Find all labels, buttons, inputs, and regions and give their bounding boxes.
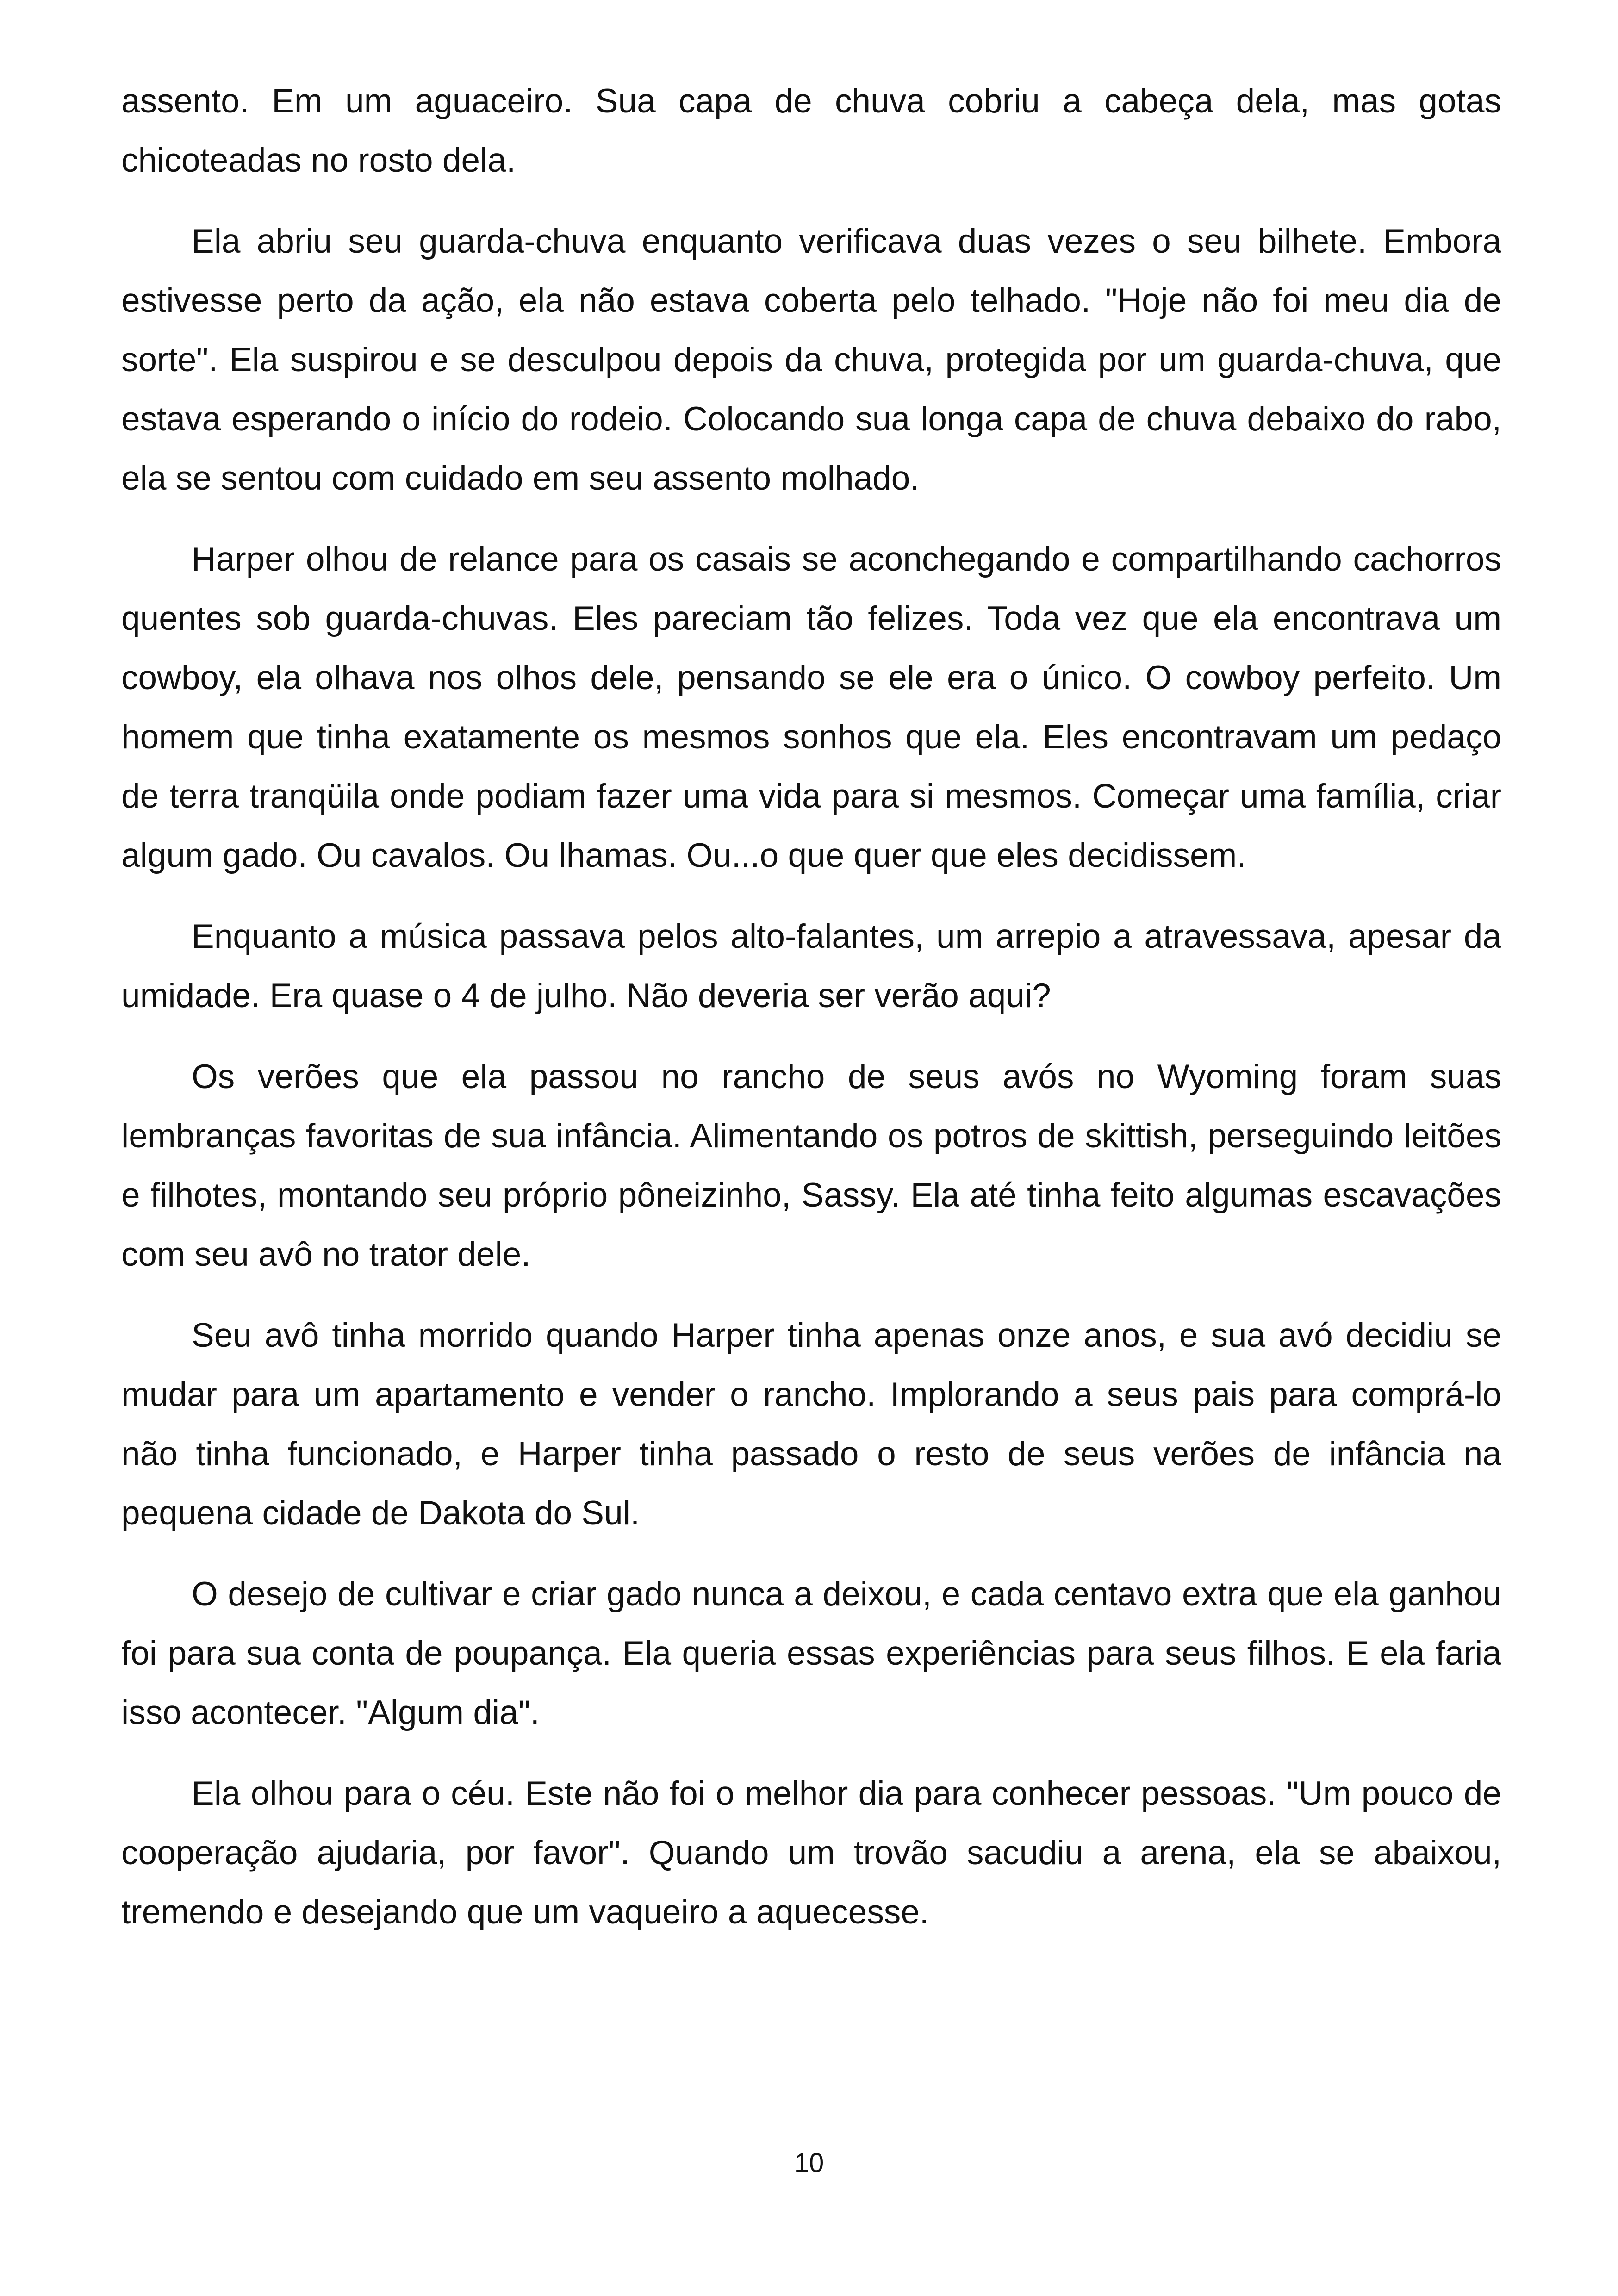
page-number: 10: [794, 2148, 824, 2178]
paragraph: Harper olhou de relance para os casais se aconchegando e compartilhando cachorros quentes sob guarda-chuvas. Eles pareciam tão felizes. Toda vez que ela encontrava um cowboy, ela olhava nos olhos dele, pensando se ele era o único. O cowboy perfeito. Um homem que tinha exatamente os mesmos sonhos que ela. Eles encontravam um pedaço de terra tranqüila onde podiam fazer uma vida para si mesmos. Começar uma família, criar algum gado. Ou cavalos. Ou lhamas. Ou...o que quer que eles decidissem.: [121, 541, 1501, 874]
body-text: [121, 72, 1501, 1964]
paragraph: O desejo de cultivar e criar gado nunca a deixou, e cada centavo extra que ela ganhou foi para sua conta de poupança. Ela queria essas experiências para seus filhos. E ela faria isso acontecer. "Algum dia".: [121, 1575, 1501, 1731]
paragraph: Ela olhou para o céu. Este não foi o melhor dia para conhecer pessoas. "Um pouco de cooperação ajudaria, por favor". Quando um trovão sacudiu a arena, ela se abaixou, tremendo e desejando que um vaqueiro a aquecesse.: [121, 1775, 1501, 1931]
paragraph-continuation: assento. Em um aguaceiro. Sua capa de chuva cobriu a cabeça dela, mas gotas chicoteadas no rosto dela.: [121, 82, 1501, 179]
paragraph: Seu avô tinha morrido quando Harper tinha apenas onze anos, e sua avó decidiu se mudar para um apartamento e vender o rancho. Implorando a seus pais para comprá-lo não tinha funcionado, e Harper tinha passado o resto de seus verões de infância na pequena cidade de Dakota do Sul.: [121, 1317, 1501, 1532]
paragraph: Ela abriu seu guarda-chuva enquanto verificava duas vezes o seu bilhete. Embora estivesse perto da ação, ela não estava coberta pelo telhado. "Hoje não foi meu dia de sorte". Ela suspirou e se desculpou depois da chuva, protegida por um guarda-chuva, que estava esperando o início do rodeio. Colocando sua longa capa de chuva debaixo do rabo, ela se sentou com cuidado em seu assento molhado.: [121, 223, 1501, 497]
paragraph: Enquanto a música passava pelos alto-falantes, um arrepio a atravessava, apesar da umidade. Era quase o 4 de julho. Não deveria ser verão aqui?: [121, 918, 1501, 1014]
paragraph: Os verões que ela passou no rancho de seus avós no Wyoming foram suas lembranças favoritas de sua infância. Alimentando os potros de skittish, perseguindo leitões e filhotes, montando seu próprio pôneizinho, Sassy. Ela até tinha feito algumas escavações com seu avô no trator dele.: [121, 1058, 1501, 1273]
